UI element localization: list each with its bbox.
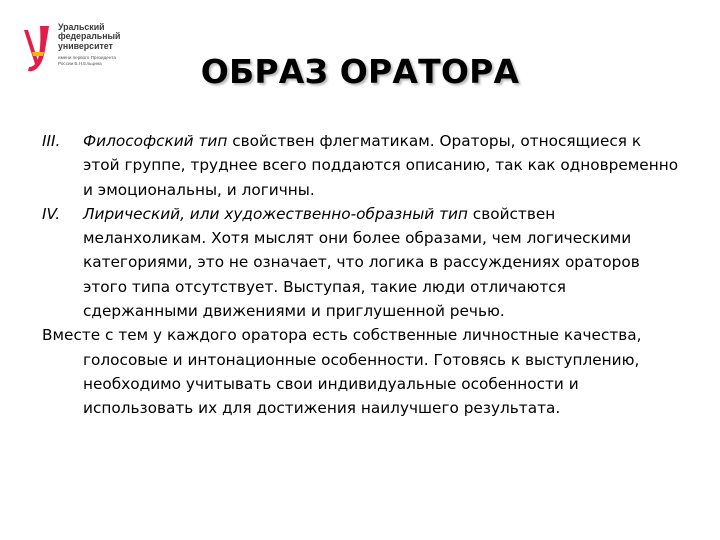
logo-wordmark	[58, 23, 144, 51]
slide-title: ОБРАЗ ОРАТОРА	[200, 52, 520, 91]
item-number: IV.	[42, 204, 61, 223]
item-term: Лирический, или художественно-образный тип	[83, 204, 468, 223]
logo-sub-line: имени первого Президента	[58, 55, 116, 60]
list-item	[42, 202, 682, 323]
logo-line: федеральный	[58, 31, 121, 42]
item-number: III.	[42, 132, 61, 150]
item-text: свойствен флегматикам. Ораторы, относящиеся к этой группе, труднее всего поддаются описанию, так как одновременно и эмоциональны, и логичны.	[83, 132, 679, 199]
logo-line: университет	[58, 40, 113, 51]
logo-sub-line: России Б.Н.Ельцина	[58, 60, 102, 66]
list-item	[42, 129, 682, 202]
item-text: свойствен меланхоликам. Хотя мыслят они более образами, чем логическими категориями, это не означает, что логика в рассуждениях ораторов этого типа отсутствует. Выступая, такие люди отличаются сдержанными движениями и приглушенной речью.	[83, 204, 640, 321]
conclusion-paragraph: Вместе с тем у каждого оратора есть собственные личностные качества, голосовые и интонационные особенности. Готовясь к выступлению, необходимо учитывать свои индивидуальные особенности и использовать их для достижения наилучшего результата.	[42, 326, 642, 418]
item-term: Философский тип	[83, 132, 228, 150]
slide-body	[42, 129, 682, 421]
logo-line: Уральский	[58, 22, 105, 32]
